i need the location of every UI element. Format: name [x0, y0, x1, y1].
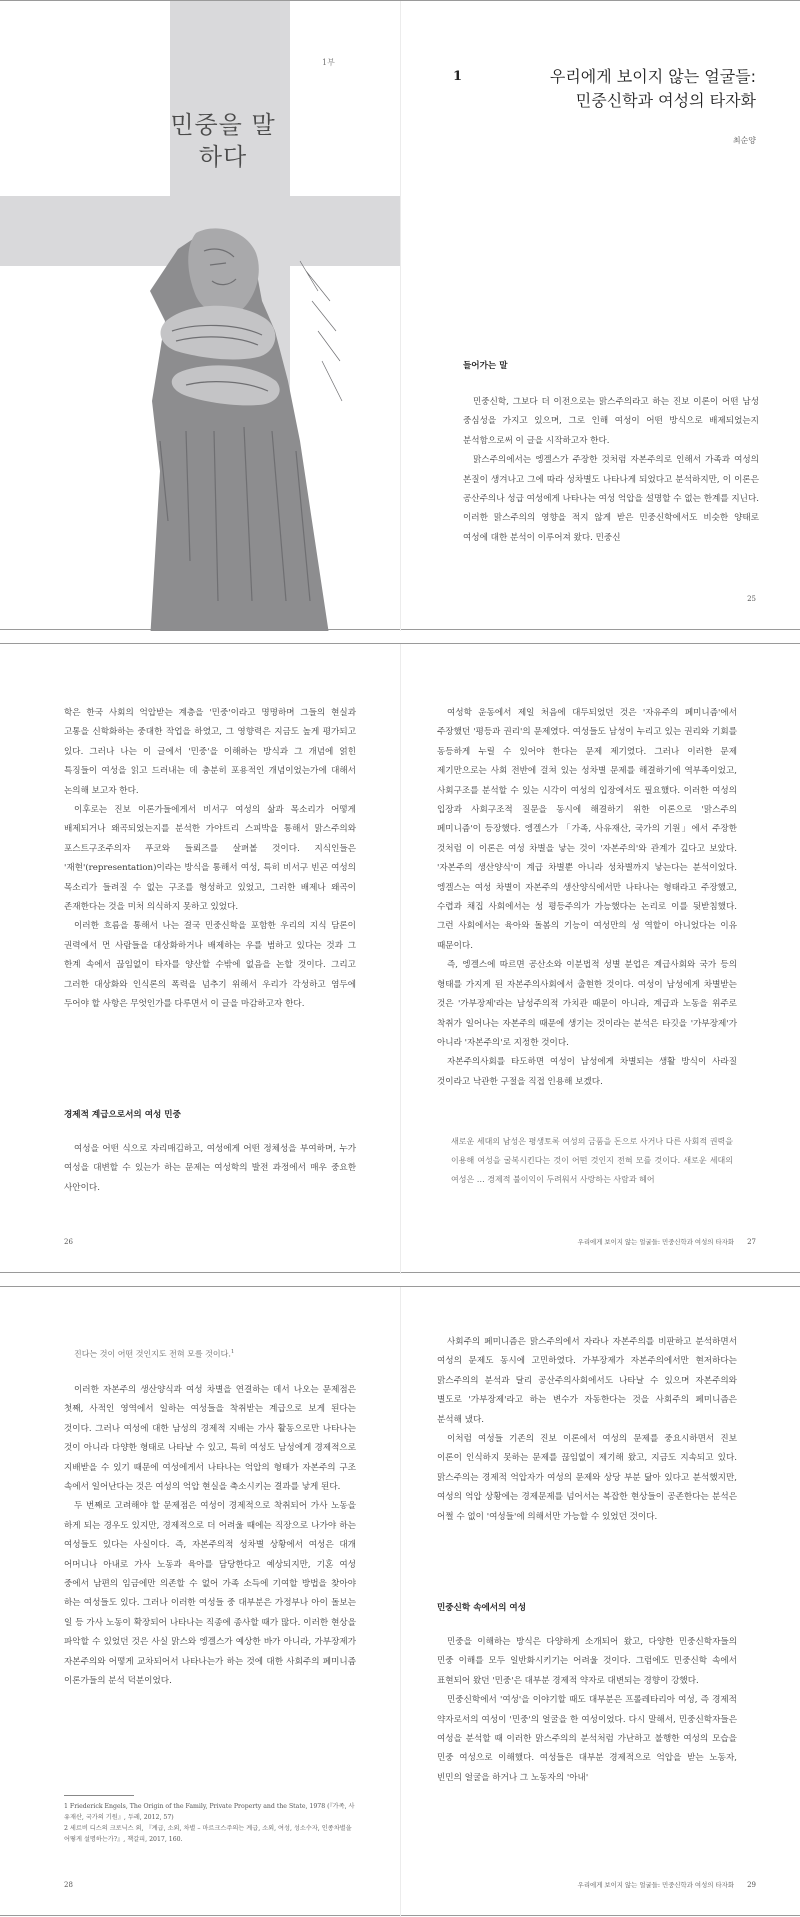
section-heading: 민중신학 속에서의 여성	[437, 1603, 526, 1613]
paragraph: 여성학 운동에서 제일 처음에 대두되었던 것은 '자유주의 페미니즘'에서 주장했던 '평등과 권리'의 문제였다. 여성들도 남성이 누리고 있는 권리와 기회를 동등하게 누릴 수 있어야 한다는 문제 제기였다. 그러나 이러한 문제 제기만으로는 사회 전반에 걸쳐 있는 성차별 문제를 해결하기에 역부족이었고, 사회구조를 분석할 수 있는 시각이 여성의 입장에서도 필요했다. 이러한 여성의 입장과 사회구조적 질문을 동시에 해결하기 위한 이론으로 '맑스주의 페미니즘'이 등장했다. 엥겔스가 「가족, 사유재산, 국가의 기원」에서 주장한 것처럼 이 이론은 여성 차별을 낳는 것이 '자본주의'와 관계가 깊다고 보았다. '자본주의 생산양식'이 계급 차별뿐 아니라 성차별까지 낳는다는 분석이었다. 엥겔스는 여성 차별이 자본주의 생산양식에서만 나타나는 형태라고 주장했고, 수렵과 채집 사회에서는 성 평등주의가 가능했다는 논리로 이를 뒷받침했다. 그런 사회에서는 육아와 돌봄의 기능이 여성만의 성 역할이 아니었다는 이유 때문이다.	[437, 708, 737, 951]
book-spread-pages-24-25	[0, 0, 800, 630]
footnote: 1 Friederick Engels, The Origin of the Family, Private Property and the State, 1978 (『가족, 사유재산, 국가의 기원』, 두레, 2012, 57)	[64, 1803, 355, 1821]
paragraph: 민중신학, 그보다 더 이전으로는 맑스주의라고 하는 진보 이론이 어떤 남성 중심성을 가지고 있으며, 그로 인해 여성이 어떤 방식으로 배제되었는지 분석함으로써 이 글을 시작하고자 한다.	[463, 397, 759, 446]
running-head: 우리에게 보이지 않는 얼굴들: 민중신학과 여성의 타자화	[577, 1238, 734, 1246]
chapter-number: 1	[453, 69, 463, 84]
author-name: 최순양	[732, 136, 756, 145]
section-heading: 들어가는 말	[463, 361, 508, 371]
book-spread-pages-28-29	[0, 1286, 800, 1916]
page-number: 29	[747, 1881, 756, 1889]
page-27	[400, 644, 800, 1274]
body-text	[64, 1381, 356, 1781]
page-29	[400, 1287, 800, 1917]
paragraph: 즉, 엥겔스에 따르면 공산소와 이분법적 성별 분업은 계급사회와 국가 등의 형태를 가지게 된 자본주의사회에서 출현한 것이다. 여성이 남성에게 차별받는 것은 '가부장제'라는 남성주의적 가치관 때문이 아니라, 계급과 노동을 위주로 착취가 일어나는 자본주의 때문에 생기는 것이라는 분석은 타깃을 '가부장제'가 아니라 '자본주의'로 지정한 것이다.	[437, 960, 737, 1048]
block-quote-end	[74, 1343, 354, 1364]
paragraph: 자본주의사회를 타도하면 여성이 남성에게 차별되는 생활 방식이 사라질 것이라고 낙관한 구절을 직접 인용해 보겠다.	[437, 1057, 737, 1087]
body-text	[437, 1333, 737, 1545]
body-text	[437, 704, 737, 1122]
page-number: 27	[747, 1238, 756, 1246]
chapter-opening-page	[400, 1, 800, 631]
chapter-title	[550, 65, 756, 113]
block-quote: 새로운 세대의 남성은 평생토록 여성의 금품을 돈으로 사거나 다른 사회적 권력을 이용해 여성을 굴복시킨다는 것이 어떤 것인지 전혀 모를 것이다. 새로운 세대의 여성은 … 경제적 불이익이 두려워서 사랑하는 사람과 헤어	[451, 1137, 733, 1184]
chapter-title-line2: 민중신학과 여성의 타자화	[575, 91, 756, 110]
body-text	[437, 1633, 737, 1845]
paragraph: 이러한 흐름을 통해서 나는 결국 민중신학을 포함한 우리의 지식 담론이 권력에서 먼 사람들을 대상화하거나 배제하는 우를 범하고 있다는 것과 그 한계 속에서 끊임없이 타자를 양산할 수밖에 없음을 논할 것이다. 그리고 그러한 대상화와 인식론의 폭력을 넘추기 위해서 우리가 각성하고 염두에 두어야 할 사항은 무엇인가를 다루면서 이 글을 마감하고자 한다.	[64, 921, 356, 1010]
page-number: 26	[64, 1238, 73, 1246]
footnote: 2 세르비 디스의 크로닉스 외, 『계급, 소외, 차별 – 마르크스주의는 계급, 소외, 여성, 성소수자, 인종차별을 어떻게 설명하는가?』, 책갈피, 2017, 160.	[64, 1825, 352, 1843]
running-head: 우리에게 보이지 않는 얼굴들: 민중신학과 여성의 타자화	[577, 1881, 734, 1889]
paragraph: 맑스주의에서는 엥겔스가 주장한 것처럼 자본주의로 인해서 가족과 여성의 본질이 생겨나고 그에 따라 성차별도 나타나게 되었다고 분석하지만, 이 이론은 공산주의나 성급 여성에게 나타나는 여성 억압을 설명할 수 없는 한계를 지닌다. 이러한 맑스주의의 영향을 적지 않게 받은 민중신학에서도 비슷한 양태로 여성에 대한 분석이 이루어져 왔다. 민중신	[463, 455, 759, 543]
body-text	[463, 393, 759, 569]
paragraph: 여성을 어떤 식으로 자리매김하고, 여성에게 어떤 정체성을 부여하며, 누가 여성을 대변할 수 있는가 하는 문제는 여성학의 발전 과정에서 매우 중요한 사안이다.	[64, 1144, 356, 1193]
paragraph: 두 번째로 고려해야 할 문제점은 여성이 경제적으로 착취되어 가사 노동을 하게 되는 경우도 있지만, 경제적으로 더 어려울 때에는 직장으로 나가야 하는 여성들도 있다는 사실이다. 즉, 자본주의적 성차별 상황에서 여성은 대개 어머니나 아내로 가사 노동과 육아를 담당한다고 예상되지만, 기혼 여성 중에서 남편의 임금에만 의존할 수 없어 가족 소득에 기여할 방법을 찾아야 하는 여성들도 있다. 그러나 이러한 여성들 중 대부분은 가정부나 아이 돌보는 일 등 가사 노동이 확장되어 나타나는 직종에 종사할 때가 많다. 이러한 현상을 파악할 수 있었던 것은 사실 맑스와 엥겔스가 예상한 바가 아니라, 가부장제가 자본주의와 어떻게 교차되어서 나타나는가 하는 것에 대한 사회주의 페미니즘 이론가들의 분석 덕분이었다.	[64, 1501, 356, 1687]
footnote-rule	[64, 1795, 134, 1796]
footnotes	[64, 1801, 356, 1861]
page-number: 25	[747, 595, 756, 603]
part-opener-page	[0, 1, 400, 631]
paragraph: 이처럼 여성들 기존의 진보 이론에서 여성의 문제를 중요시하면서 진보 이론이 인식하지 못하는 문제를 끊임없이 제기해 왔고, 지금도 지속되고 있다. 맑스주의는 경제적 억압자가 여성의 문제와 상당 부분 닮아 있다고 분석했지만, 여성의 억압 상황에는 경제문제를 넘어서는 복잡한 현상들이 공존한다는 분석은 어쩔 수 없이 '여성들'에 의해서만 가능할 수 있었던 것이다.	[437, 1434, 737, 1522]
part-title: 민중을 말하다	[170, 111, 276, 171]
woodcut-illustration	[0, 1, 400, 631]
body-text	[64, 704, 356, 1084]
paragraph: 민중신학에서 '여성'을 이야기할 때도 대부분은 프롤레타리아 여성, 즉 경제적 약자로서의 여성이 '민중'의 얼굴을 한 여성이었다. 다시 말해서, 민중신학자들은 여성을 분석할 때 이러한 맑스주의의 분석처럼 가난하고 불행한 여성의 모습을 민중 여성으로 이해했다. 여성들은 대부분 경제적으로 억압을 받는 노동자, 빈민의 얼굴을 하거나 그 노동자의 '아내'	[437, 1695, 737, 1783]
quote-text: 진다는 것이 어떤 것인지도 전혀 모를 것이다.	[74, 1349, 231, 1359]
page-28	[0, 1287, 400, 1917]
paragraph: 민중을 이해하는 방식은 다양하게 소개되어 왔고, 다양한 민중신학자들의 민중 이해를 모두 일반화시키기는 어려울 것이다. 그럼에도 민중신학 속에서 표현되어 왔던 '민중'은 대부분 경제적 약자로 대변되는 경향이 강했다.	[437, 1637, 737, 1686]
paragraph: 학은 한국 사회의 억압받는 계층을 '민중'이라고 명명하며 그들의 현실과 고통을 신학화하는 중대한 작업을 하였고, 그 영향력은 지금도 높게 평가되고 있다. 그러나 나는 이 글에서 '민중'을 이해하는 방식과 그 개념에 얽힌 특징들이 여성을 읽고 드러내는 데 충분히 포용적인 개념이었는가에 대해서 논의해 보고자 한다.	[64, 708, 356, 796]
section-heading: 경제적 계급으로서의 여성 민중	[64, 1110, 181, 1120]
page-26	[0, 644, 400, 1274]
paragraph: 이러한 자본주의 생산양식과 여성 차별을 연결하는 데서 나오는 문제점은 첫째, 사적인 영역에서 일하는 여성들을 착취받는 계급으로 보게 된다는 것이다. 그러나 여성에 대한 남성의 경제적 지배는 가사 활동으로만 나타나는 것이 아니라 다양한 형태로 나타날 수 있고, 특히 여성도 남성에게 경제적으로 지배받을 수 있기 때문에 여성에게서 나타나는 억압의 형태가 자본주의 구조 속에서 일어난다는 것은 여성의 억압 현실을 축소시키는 결과를 낳게 된다.	[64, 1385, 356, 1493]
paragraph: 사회주의 페미니즘은 맑스주의에서 자라나 자본주의를 비판하고 분석하면서 여성의 문제도 동시에 고민하였다. 가부장제가 자본주의에서만 현저하다는 맑스주의의 분석과 달리 공산주의사회에서도 나타날 수 있으며 자본주의와 별도로 '가부장제'라고 하는 변수가 자동한다는 것을 사회주의 페미니즘은 분석해 냈다.	[437, 1337, 737, 1425]
footnote-marker: 1	[230, 1349, 235, 1355]
part-label: 1부	[322, 58, 335, 67]
chapter-title-line1: 우리에게 보이지 않는 얼굴들:	[549, 67, 756, 86]
paragraph: 이후로는 진보 이론가들에게서 비서구 여성의 삶과 목소리가 어떻게 배제되거나 왜곡되었는지를 분석한 가야트리 스피박을 통해서 맑스주의와 포스트구조주의자 푸코와 들뢰즈를 살펴볼 것이다. 지식인들은 '재현'(representation)이라는 방식을 통해서 여성, 특히 비서구 빈곤 여성의 목소리가 들려질 수 없는 구조를 형성하고 있었고, 그러한 배제나 왜곡이 존재한다는 것을 미처 의식하지 못하고 있었다.	[64, 805, 356, 913]
book-spread-pages-26-27	[0, 643, 800, 1273]
page-number: 28	[64, 1881, 73, 1889]
body-text	[64, 1140, 356, 1200]
